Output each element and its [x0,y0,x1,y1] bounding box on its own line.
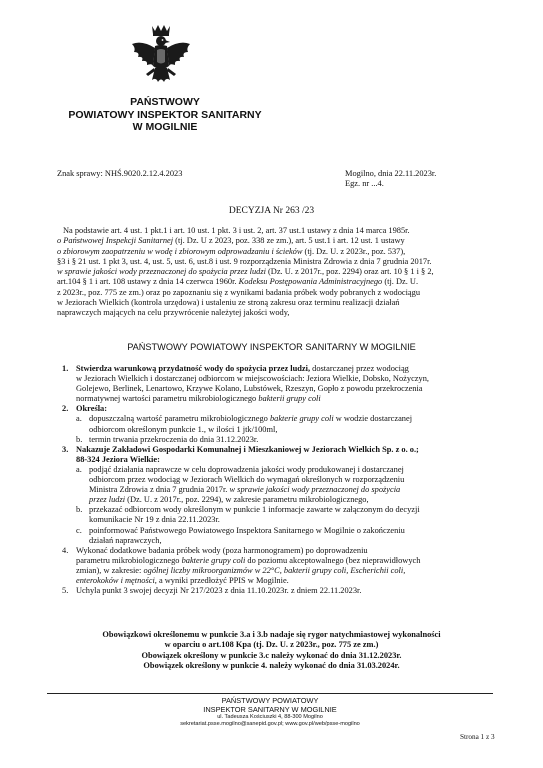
obligation-line: Obowiązkowi określonemu w punkcie 3.a i 3.b nadaje się rygor natychmiastowej wykonalności [102,630,441,639]
item-text: dostarczanej przez wodociąg [310,364,409,373]
authority-line: PAŃSTWOWY POWIATOWY INSPEKTOR SANITARNY W MOGILNIE [127,342,416,352]
page-number: Strona 1 z 3 [460,733,495,741]
obligation-line: Obowiązek określony w punkcie 4. należy wykonać do dnia 31.03.2024r. [143,661,400,671]
footer-contact: sekretariat.psse.mogilno@sanepid.gov.pl; www.gov.pl/web/psse-mogilno [180,721,360,728]
item-text: Golejewo, Berlinek, Lenartowo, Krzywe Kolano, Lubstówek, Rzeszyn, Gopło z powodu przekroczenia [76,384,423,394]
act-name: w sprawie jakości wody przeznaczonej do spożycia przez ludzi [57,267,266,277]
decision-items [62,364,514,596]
item-number: 2. [62,404,69,414]
preamble-text: z 2023r., poz. 775 ze zm.) oraz po zapoznaniu się z wynikami badania próbek wody pobranych z wodociągu [57,287,421,297]
item-3a [76,465,514,505]
item-3b [76,505,514,525]
act-name: Kodeksu Postępowania Administracyjnego [238,277,383,287]
preamble-line [57,226,513,236]
obligation-line: Obowiązek określony w punkcie 3.c należy wykonać do dnia 31.12.2023r. [141,650,402,660]
preamble [57,226,513,319]
item-number: 3. [62,444,69,454]
parameter-name: bakterie grupy coli [269,414,334,424]
item-number: b. [76,505,83,515]
item-1 [62,364,514,404]
item-number: a. [76,464,82,474]
item-text: Nakazuje Zakładowi Gospodarki Komunalnej i Mieszkaniowej w Jeziorach Wielkich Sp. z o. o.; [76,444,419,454]
preamble-text: §3 i § 21 ust. 1 pkt 3, ust. 4, ust. 5, ust. 6, ust.8 i ust. 9 rozporządzenia Ministra Zdrowia z dnia 7 grudnia 2017r. [57,256,432,266]
footer-address: ul. Tadeusza Kościuszki 4, 88-300 Mogilno [217,714,323,721]
preamble-line [57,288,513,298]
item-text: dopuszczalną wartość parametru mikrobiologicznego [89,414,270,424]
item-text: przekazać odbiorcom wody określonym w punkcie 1 informacje zawarte w załączonym do decyzji [89,505,420,515]
item-text: parametru mikrobiologicznego [76,555,182,565]
act-name: o zbiorowym zaopatrzeniu w wodę i zbiorowym odprowadzaniu i ścieków [57,246,303,256]
preamble-text: art.104 § 1 i art. 108 ustawy z dnia 14 czerwca 1960r. [57,277,239,287]
item-text: (Dz. U. z 2017r., poz. 2294), w zakresie parametru mikrobiologicznego, [125,495,369,505]
footer-line: PAŃSTWOWY POWIATOWY [221,696,319,705]
parameter-name: bakterie grupy coli [181,555,246,565]
preamble-text: naprawczych mających na celu przywrócenie należytej jakości wody, [57,308,290,318]
item-text: działań naprawczych, [89,535,162,545]
item-text: odbiorcom określonym punkcie 1., w ilości 1 jtk/100ml, [89,424,278,434]
preamble-line [57,247,513,257]
case-number: Znak sprawy: NHŚ.9020.2.12.4.2023 [57,169,183,178]
item-2b [76,435,514,445]
item-number: 5. [62,586,69,596]
item-text: Wykonać dodatkowe badania próbek wody (poza harmonogramem) po doprowadzeniu [76,545,368,555]
item-text: Określa: [76,404,108,414]
item-text: w wodzie dostarczanej [333,414,413,424]
item-text: Uchyla punkt 3 swojej decyzji Nr 217/2023 z dnia 11.10.2023r. z dniem 22.11.2023r. [76,586,362,596]
item-text: termin trwania przekroczenia do dnia 31.12.2023r. [89,434,259,444]
item-number: 4. [62,545,69,555]
item-text: , a wyniki przedłożyć PPIS w Mogilnie. [154,575,289,585]
copy-number: Egz. nr ...4. [345,179,384,188]
preamble-line [57,298,513,308]
decision-title: DECYZJA Nr 263 /23 [228,206,315,216]
act-name: w sprawie jakości wody przeznaczonej do spożycia [229,485,401,495]
footer [130,697,410,729]
obligation-line: w oparciu o art.108 Kpa (tj. Dz. U. z 2023r., poz. 775 ze zm.) [164,640,379,650]
parameter-name: bakterii grupy coli [258,394,321,404]
item-text: w Jeziorach Wielkich i dostarczanej odbiorcom w miejscowościach: Jeziora Wielkie, Dobsko, Nożyczyn, [76,374,429,384]
parameter-name: ogólnej liczby mikroorganizmów w 22°C, bakterii grupy coli, Escherichii coli, [143,565,406,575]
item-text: komunikacie Nr 19 z dnia 22.11.2023r. [89,515,220,525]
eagle-emblem-icon [128,22,194,92]
preamble-line [57,277,513,287]
preamble-text: (tj. Dz. U. [382,277,419,287]
item-2 [62,404,514,444]
parameter-name: enterokoków i mętności [76,575,155,585]
item-text: odbiorcom przez wodociąg w Jeziorach Wielkich do wymagań określonych w rozporządzeniu [89,475,405,485]
item-text: Ministra Zdrowia z dnia 7 grudnia 2017r. [89,485,230,495]
preamble-text: w Jeziorach Wielkich (kontrola urzędowa) i ustaleniu ze stroną zakresu oraz terminu realizacji działań [57,298,400,308]
act-name: przez ludzi [89,495,126,505]
preamble-text: Na podstawie art. 4 ust. 1 pkt.1 i art. 10 ust. 1 pkt. 3 i ust. 2, art. 37 ust.1 ustawy z dnia 14 marca 1985r. [63,226,410,235]
item-3c [76,526,514,546]
item-number: 1. [62,364,69,373]
item-number: c. [76,525,82,535]
item-4 [62,546,514,586]
preamble-line [57,308,513,318]
act-name: o Państwowej Inspekcji Sanitarnej [57,236,174,246]
item-number: a. [76,414,82,424]
preamble-line [57,267,513,277]
item-text: zmian), w zakresie: [76,565,144,575]
authority-header [40,96,290,134]
header-line-2: POWIATOWY INSPEKTOR SANITARNY [68,108,262,121]
item-text: poinformować Państwowego Powiatowego Inspektora Sanitarnego w Mogilnie o zakończeniu [89,525,405,535]
item-5 [62,586,514,596]
footer-line: INSPEKTOR SANITARNY W MOGILNIE [203,704,337,714]
footer-divider [47,693,493,694]
item-text: 88-324 Jeziora Wielkie: [76,454,160,464]
preamble-line [57,236,513,246]
place-date: Mogilno, dnia 22.11.2023r. [345,169,437,178]
preamble-text: (Dz. U. z 2017r., poz. 2294) oraz art. 10 § 1 i § 2, [265,267,434,277]
header-line-3: W MOGILNIE [132,121,198,133]
item-text: Stwierdza warunkową przydatność wody do spożycia przez ludzi, [76,364,311,373]
item-text: normatywnej wartości parametru mikrobiologicznego [76,394,259,404]
preamble-text: (tj. Dz. U z 2023, poz. 338 ze zm.), art. 5 ust.1 i art. 12 ust. 1 ustawy [173,236,405,246]
item-text: do poziomu akceptowalnego (bez nieprawidłowych [245,555,421,565]
obligations [0,630,543,672]
item-text: podjąć działania naprawcze w celu doprowadzenia jakości wody produkowanej i dostarczanej [89,464,404,474]
preamble-text: (tj. Dz. U. z 2023r., poz. 537), [302,246,406,256]
header-line-1: PAŃSTWOWY [130,96,200,108]
item-number: b. [76,434,83,444]
item-2a [76,414,514,434]
item-3 [62,445,514,546]
preamble-line [57,257,513,267]
